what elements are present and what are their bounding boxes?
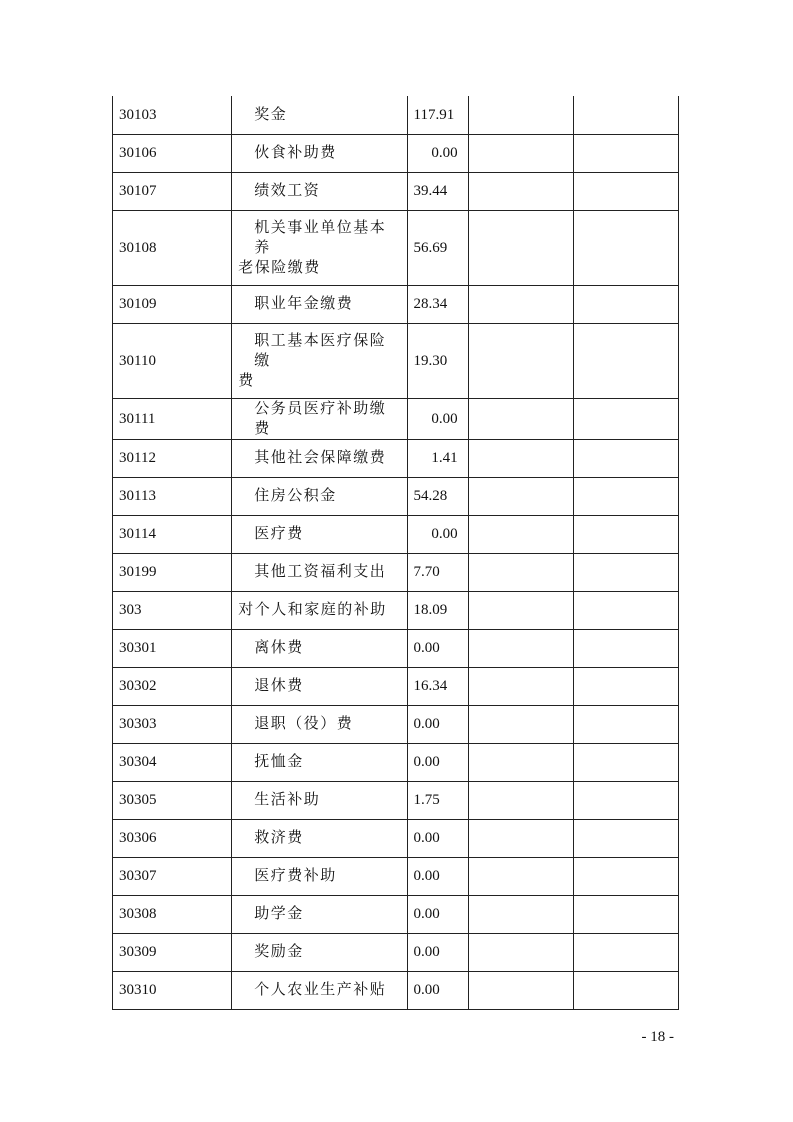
account-name-line1: 职工基本医疗保险缴 <box>254 332 387 369</box>
amount: 0.00 <box>407 398 468 439</box>
amount: 0.00 <box>407 515 468 553</box>
account-code: 30112 <box>113 439 232 477</box>
table-row <box>113 323 679 398</box>
account-name: 奖励金 <box>232 933 407 971</box>
empty-cell <box>573 134 678 172</box>
empty-cell <box>468 323 573 398</box>
table-row <box>113 285 679 323</box>
empty-cell <box>573 285 678 323</box>
empty-cell <box>468 439 573 477</box>
amount: 19.30 <box>407 323 468 398</box>
account-name: 职业年金缴费 <box>232 285 407 323</box>
account-code: 30111 <box>113 398 232 439</box>
table-row <box>113 667 679 705</box>
amount: 0.00 <box>407 743 468 781</box>
empty-cell <box>573 857 678 895</box>
table-row <box>113 819 679 857</box>
account-code: 30306 <box>113 819 232 857</box>
account-name: 伙食补助费 <box>232 134 407 172</box>
account-name: 医疗费补助 <box>232 857 407 895</box>
empty-cell <box>468 210 573 285</box>
account-code: 30103 <box>113 96 232 134</box>
table-row <box>113 705 679 743</box>
account-code: 30310 <box>113 971 232 1009</box>
empty-cell <box>468 285 573 323</box>
table-row <box>113 971 679 1009</box>
account-code: 30199 <box>113 553 232 591</box>
account-code: 30301 <box>113 629 232 667</box>
table-row <box>113 172 679 210</box>
account-name: 助学金 <box>232 895 407 933</box>
account-code: 30309 <box>113 933 232 971</box>
table-row <box>113 477 679 515</box>
account-name: 住房公积金 <box>232 477 407 515</box>
empty-cell <box>573 172 678 210</box>
empty-cell <box>573 439 678 477</box>
account-name: 离休费 <box>232 629 407 667</box>
amount: 7.70 <box>407 553 468 591</box>
table-row <box>113 629 679 667</box>
empty-cell <box>573 553 678 591</box>
amount: 0.00 <box>407 895 468 933</box>
amount: 16.34 <box>407 667 468 705</box>
account-name: 其他工资福利支出 <box>232 553 407 591</box>
empty-cell <box>468 705 573 743</box>
empty-cell <box>468 667 573 705</box>
empty-cell <box>468 629 573 667</box>
account-name: 退职（役）费 <box>232 705 407 743</box>
amount: 1.41 <box>407 439 468 477</box>
table-row <box>113 781 679 819</box>
empty-cell <box>468 819 573 857</box>
empty-cell <box>573 705 678 743</box>
table-row <box>113 439 679 477</box>
account-code: 30307 <box>113 857 232 895</box>
account-code: 30114 <box>113 515 232 553</box>
table-row <box>113 857 679 895</box>
amount: 1.75 <box>407 781 468 819</box>
amount: 0.00 <box>407 629 468 667</box>
empty-cell <box>468 895 573 933</box>
amount: 0.00 <box>407 857 468 895</box>
empty-cell <box>573 895 678 933</box>
account-name: 奖金 <box>232 96 407 134</box>
amount: 0.00 <box>407 705 468 743</box>
account-name: 个人农业生产补贴 <box>232 971 407 1009</box>
amount: 0.00 <box>407 933 468 971</box>
empty-cell <box>573 398 678 439</box>
account-name-line1: 机关事业单位基本养 <box>254 219 387 256</box>
empty-cell <box>468 743 573 781</box>
empty-cell <box>468 134 573 172</box>
amount: 0.00 <box>407 819 468 857</box>
amount: 0.00 <box>407 971 468 1009</box>
account-code: 30113 <box>113 477 232 515</box>
account-name: 抚恤金 <box>232 743 407 781</box>
empty-cell <box>468 591 573 629</box>
account-code: 30302 <box>113 667 232 705</box>
empty-cell <box>573 477 678 515</box>
table-row <box>113 96 679 134</box>
account-code: 30308 <box>113 895 232 933</box>
account-name: 救济费 <box>232 819 407 857</box>
account-code: 303 <box>113 591 232 629</box>
empty-cell <box>468 781 573 819</box>
amount: 0.00 <box>407 134 468 172</box>
table-row <box>113 591 679 629</box>
table-row <box>113 933 679 971</box>
empty-cell <box>468 398 573 439</box>
table-row <box>113 553 679 591</box>
empty-cell <box>468 515 573 553</box>
empty-cell <box>468 857 573 895</box>
empty-cell <box>573 743 678 781</box>
account-name: 公务员医疗补助缴费 <box>232 398 407 439</box>
empty-cell <box>573 323 678 398</box>
empty-cell <box>573 781 678 819</box>
amount: 54.28 <box>407 477 468 515</box>
table-row <box>113 895 679 933</box>
page-number: - 18 - <box>641 1029 674 1045</box>
empty-cell <box>468 477 573 515</box>
account-code: 30304 <box>113 743 232 781</box>
empty-cell <box>573 210 678 285</box>
account-code: 30109 <box>113 285 232 323</box>
empty-cell <box>468 971 573 1009</box>
amount: 39.44 <box>407 172 468 210</box>
budget-expenditure-table <box>112 96 679 1010</box>
empty-cell <box>573 515 678 553</box>
table-row <box>113 398 679 439</box>
account-code: 30107 <box>113 172 232 210</box>
account-name: 其他社会保障缴费 <box>232 439 407 477</box>
empty-cell <box>573 667 678 705</box>
account-code: 30305 <box>113 781 232 819</box>
empty-cell <box>573 971 678 1009</box>
empty-cell <box>468 933 573 971</box>
account-code: 30108 <box>113 210 232 285</box>
amount: 56.69 <box>407 210 468 285</box>
account-name: 生活补助 <box>232 781 407 819</box>
empty-cell <box>573 629 678 667</box>
amount: 117.91 <box>407 96 468 134</box>
account-name: 医疗费 <box>232 515 407 553</box>
table-row <box>113 134 679 172</box>
account-name: 绩效工资 <box>232 172 407 210</box>
account-name-line2: 费 <box>238 372 255 389</box>
table-row <box>113 515 679 553</box>
empty-cell <box>468 553 573 591</box>
account-code: 30110 <box>113 323 232 398</box>
account-name: 对个人和家庭的补助 <box>232 591 407 629</box>
empty-cell <box>468 172 573 210</box>
account-name <box>232 210 407 285</box>
account-name: 退休费 <box>232 667 407 705</box>
account-code: 30303 <box>113 705 232 743</box>
empty-cell <box>573 933 678 971</box>
account-name <box>232 323 407 398</box>
empty-cell <box>573 591 678 629</box>
amount: 18.09 <box>407 591 468 629</box>
account-name-line2: 老保险缴费 <box>238 259 321 276</box>
table-row <box>113 210 679 285</box>
account-code: 30106 <box>113 134 232 172</box>
empty-cell <box>468 96 573 134</box>
empty-cell <box>573 96 678 134</box>
empty-cell <box>573 819 678 857</box>
table-row <box>113 743 679 781</box>
amount: 28.34 <box>407 285 468 323</box>
